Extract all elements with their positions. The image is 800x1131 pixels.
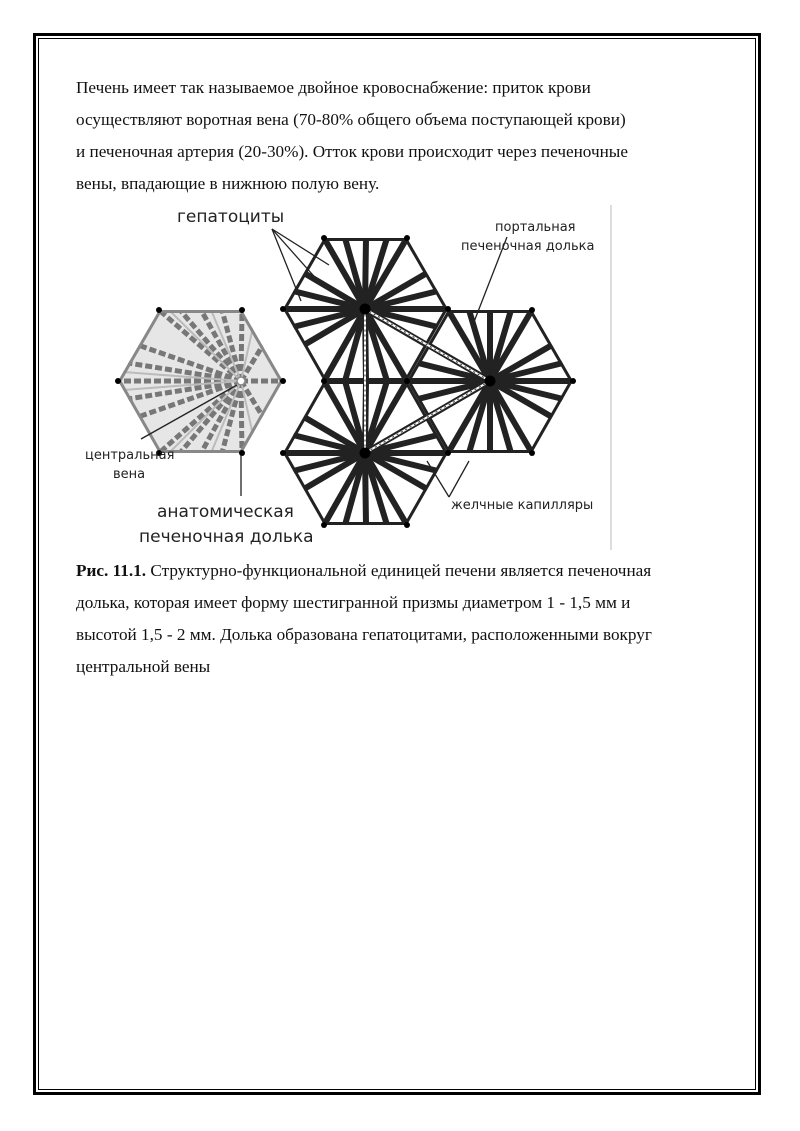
central-vein-top <box>360 304 371 315</box>
liver-lobule-figure <box>77 205 612 550</box>
caption-text: Структурно-функциональной единицей печени является печеночная <box>146 561 652 580</box>
intro-line: осуществляют воротная вена (70-80% общего объема поступающей крови) <box>76 110 626 129</box>
label-anatomical-lobule: печеночная долька <box>139 527 314 547</box>
caption-line <box>76 555 726 587</box>
caption-line: центральной вены <box>76 657 211 676</box>
caption-line: высотой 1,5 - 2 мм. Долька образована гепатоцитами, расположенными вокруг <box>76 625 652 644</box>
caption-number: Рис. 11.1. <box>76 561 147 580</box>
label-bile-capillaries: желчные капилляры <box>451 498 594 513</box>
intro-line: вены, впадающие в нижнюю полую вену. <box>76 174 380 193</box>
central-vein-left <box>237 377 245 385</box>
central-vein-bottom <box>360 448 371 459</box>
label-central-vein: центральная <box>85 448 175 463</box>
label-portal-lobule: печеночная долька <box>461 239 595 254</box>
label-central-vein: вена <box>113 467 146 482</box>
intro-paragraph <box>76 72 726 200</box>
caption-line: долька, которая имеет форму шестигранной призмы диаметром 1 - 1,5 мм и <box>76 593 631 612</box>
figure-caption <box>76 555 726 683</box>
intro-line: и печеночная артерия (20-30%). Отток крови происходит через печеночные <box>76 142 628 161</box>
liver-lobule-diagram <box>77 205 612 550</box>
central-vein-right <box>485 376 496 387</box>
label-portal-lobule: портальная <box>495 220 576 235</box>
label-anatomical-lobule: анатомическая <box>157 502 294 522</box>
label-hepatocytes: гепатоциты <box>177 207 285 227</box>
intro-line: Печень имеет так называемое двойное кровоснабжение: приток крови <box>76 78 591 97</box>
